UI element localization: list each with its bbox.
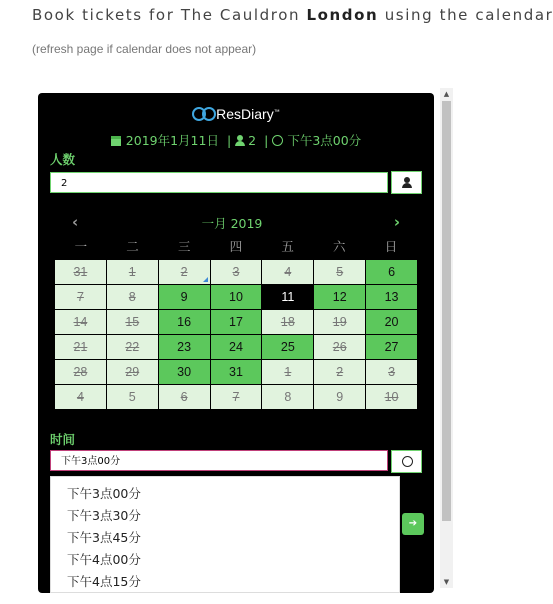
weekday-header bbox=[55, 237, 417, 255]
scroll-up-arrow-icon[interactable]: ▲ bbox=[443, 90, 450, 98]
calendar-day: 29 bbox=[107, 360, 158, 384]
time-option[interactable]: 下午4点15分 bbox=[67, 574, 141, 589]
summary-time: 下午3点00分 bbox=[287, 133, 362, 148]
time-label: 时间 bbox=[50, 432, 76, 447]
calendar-day: 31 bbox=[55, 260, 106, 284]
calendar-day: 21 bbox=[55, 335, 106, 359]
calendar-day: 22 bbox=[107, 335, 158, 359]
calendar-day: 18 bbox=[262, 310, 313, 334]
booking-widget bbox=[38, 93, 434, 593]
month-title: 一月 2019 bbox=[201, 216, 263, 231]
calendar-day[interactable]: 20 bbox=[366, 310, 417, 334]
refresh-note: (refresh page if calendar does not appear) bbox=[32, 42, 257, 56]
weekday-label: 六 bbox=[333, 239, 346, 254]
calendar-icon bbox=[111, 136, 121, 146]
summary-party-size: 2 bbox=[248, 133, 257, 148]
calendar-day[interactable]: 30 bbox=[159, 360, 210, 384]
calendar-day[interactable]: 6 bbox=[366, 260, 417, 284]
calendar-day: 5 bbox=[314, 260, 365, 284]
weekday-label: 二 bbox=[126, 239, 139, 254]
calendar-day: 7 bbox=[55, 285, 106, 309]
clock-icon bbox=[402, 456, 413, 467]
time-input[interactable]: 下午3点00分 bbox=[50, 450, 388, 471]
time-addon[interactable] bbox=[391, 450, 422, 473]
calendar-day[interactable]: 9 bbox=[159, 285, 210, 309]
calendar-day[interactable]: 12 bbox=[314, 285, 365, 309]
clock-icon bbox=[272, 135, 283, 146]
calendar-day: 26 bbox=[314, 335, 365, 359]
calendar-day[interactable]: 13 bbox=[366, 285, 417, 309]
weekday-label: 一 bbox=[74, 239, 88, 254]
calendar-day: 3 bbox=[211, 260, 262, 284]
calendar-day[interactable]: 31 bbox=[211, 360, 262, 384]
calendar-day: 10 bbox=[366, 385, 417, 409]
calendar-day: 28 bbox=[55, 360, 106, 384]
time-option[interactable]: 下午4点00分 bbox=[67, 552, 141, 567]
calendar-day[interactable]: 27 bbox=[366, 335, 417, 359]
calendar-day: 2 bbox=[159, 260, 210, 284]
calendar-day: 15 bbox=[107, 310, 158, 334]
booking-summary: 2019年1月11日 | 2 | 下午3点00分 bbox=[38, 131, 434, 149]
weekday-label: 五 bbox=[281, 239, 294, 254]
party-size-addon[interactable] bbox=[391, 171, 422, 194]
venue-city: London bbox=[306, 6, 379, 24]
logo-ring-icon bbox=[202, 107, 216, 121]
calendar-day: 3 bbox=[366, 360, 417, 384]
calendar-day: 1 bbox=[107, 260, 158, 284]
party-size-label: 人数 bbox=[50, 152, 76, 167]
calendar-day[interactable]: 24 bbox=[211, 335, 262, 359]
user-icon bbox=[402, 177, 412, 188]
calendar-day: 4 bbox=[262, 260, 313, 284]
calendar-day[interactable]: 11 bbox=[262, 285, 313, 309]
brand-name: ResDiary bbox=[216, 106, 274, 122]
calendar-day: 2 bbox=[314, 360, 365, 384]
resdiary-logo: ResDiary™ bbox=[38, 106, 434, 122]
calendar-day: 5 bbox=[107, 385, 158, 409]
calendar-grid bbox=[55, 260, 417, 409]
next-step-button[interactable]: ➔ bbox=[402, 513, 424, 535]
scrollbar[interactable] bbox=[440, 88, 453, 588]
calendar-day[interactable]: 16 bbox=[159, 310, 210, 334]
calendar-day: 8 bbox=[107, 285, 158, 309]
time-option[interactable]: 下午3点00分 bbox=[67, 486, 141, 501]
calendar-day: 1 bbox=[262, 360, 313, 384]
scroll-thumb[interactable] bbox=[442, 101, 451, 521]
calendar-day: 6 bbox=[159, 385, 210, 409]
prev-month-button[interactable]: ‹ bbox=[72, 213, 79, 231]
calendar-day: 14 bbox=[55, 310, 106, 334]
calendar-day: 8 bbox=[262, 385, 313, 409]
time-option[interactable]: 下午3点45分 bbox=[67, 530, 141, 545]
calendar-day[interactable]: 23 bbox=[159, 335, 210, 359]
calendar-day: 9 bbox=[314, 385, 365, 409]
day-marker-icon bbox=[203, 277, 208, 282]
calendar-day[interactable]: 25 bbox=[262, 335, 313, 359]
time-dropdown bbox=[50, 476, 400, 593]
calendar-day: 19 bbox=[314, 310, 365, 334]
user-icon bbox=[235, 135, 245, 146]
calendar-day: 4 bbox=[55, 385, 106, 409]
time-option[interactable]: 下午3点30分 bbox=[67, 508, 141, 523]
calendar-day[interactable]: 10 bbox=[211, 285, 262, 309]
weekday-label: 四 bbox=[229, 239, 243, 254]
month-navigation bbox=[56, 213, 408, 231]
page-heading: Book tickets for The Cauldron London using the calendar bbox=[32, 6, 553, 24]
weekday-label: 三 bbox=[177, 239, 191, 254]
weekday-label: 日 bbox=[384, 239, 398, 254]
next-month-button[interactable]: › bbox=[393, 213, 400, 231]
calendar-day: 7 bbox=[211, 385, 262, 409]
calendar-day[interactable]: 17 bbox=[211, 310, 262, 334]
summary-date: 2019年1月11日 bbox=[125, 133, 219, 148]
scroll-down-arrow-icon[interactable]: ▼ bbox=[443, 578, 450, 586]
party-size-input[interactable]: 2 bbox=[50, 172, 388, 193]
